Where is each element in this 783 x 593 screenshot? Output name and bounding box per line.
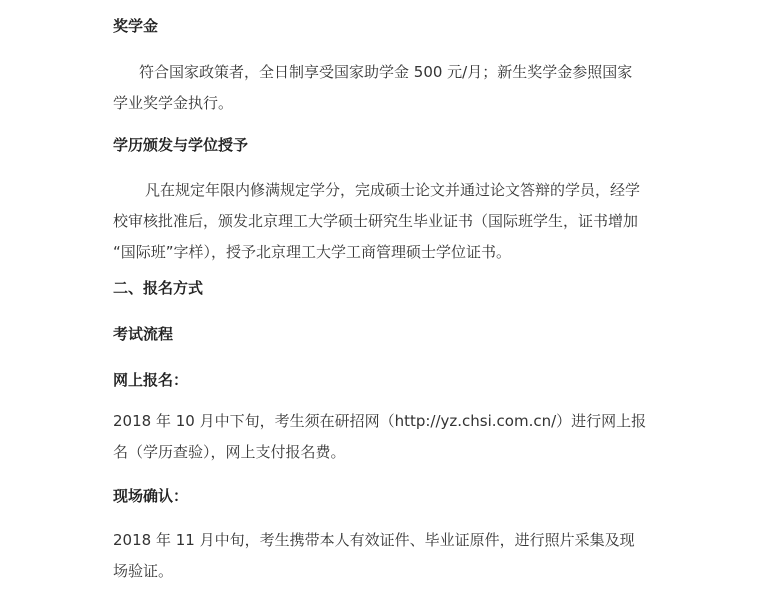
- paragraph-line: 2018 年 10 月中下旬，考生须在研招网（http://yz.chsi.com.cn/）进行网上报: [113, 412, 647, 430]
- paragraph-line: 场验证。: [113, 562, 174, 580]
- paragraph-scholarship: [113, 57, 678, 119]
- paragraph-online-registration: [113, 406, 678, 468]
- paragraph-line: 名（学历查验），网上支付报名费。: [113, 443, 346, 461]
- paragraph-line: “国际班”字样），授予北京理工大学工商管理硕士学位证书。: [113, 243, 512, 261]
- paragraph-line: 校审核批准后，颁发北京理工大学硕士研究生毕业证书（国际班学生，证书增加: [113, 212, 639, 230]
- heading-online-registration: 网上报名：: [113, 371, 189, 389]
- paragraph-line: 凡在规定年限内修满规定学分，完成硕士论文并通过论文答辩的学员，经学: [145, 181, 641, 199]
- heading-degree: 学历颁发与学位授予: [113, 136, 249, 154]
- paragraph-line: 2018 年 11 月中旬，考生携带本人有效证件、毕业证原件，进行照片采集及现: [113, 531, 635, 549]
- paragraph-line: 符合国家政策者，全日制享受国家助学金 500 元/月；新生奖学金参照国家: [139, 63, 633, 81]
- paragraph-onsite-confirmation: [113, 525, 678, 587]
- heading-scholarship: 奖学金: [113, 17, 159, 35]
- paragraph-line: 学业奖学金执行。: [113, 94, 234, 112]
- heading-exam-process: 考试流程: [113, 325, 174, 343]
- paragraph-degree: [113, 175, 678, 268]
- heading-registration: 二、报名方式: [113, 279, 204, 297]
- heading-onsite-confirmation: 现场确认：: [113, 487, 189, 505]
